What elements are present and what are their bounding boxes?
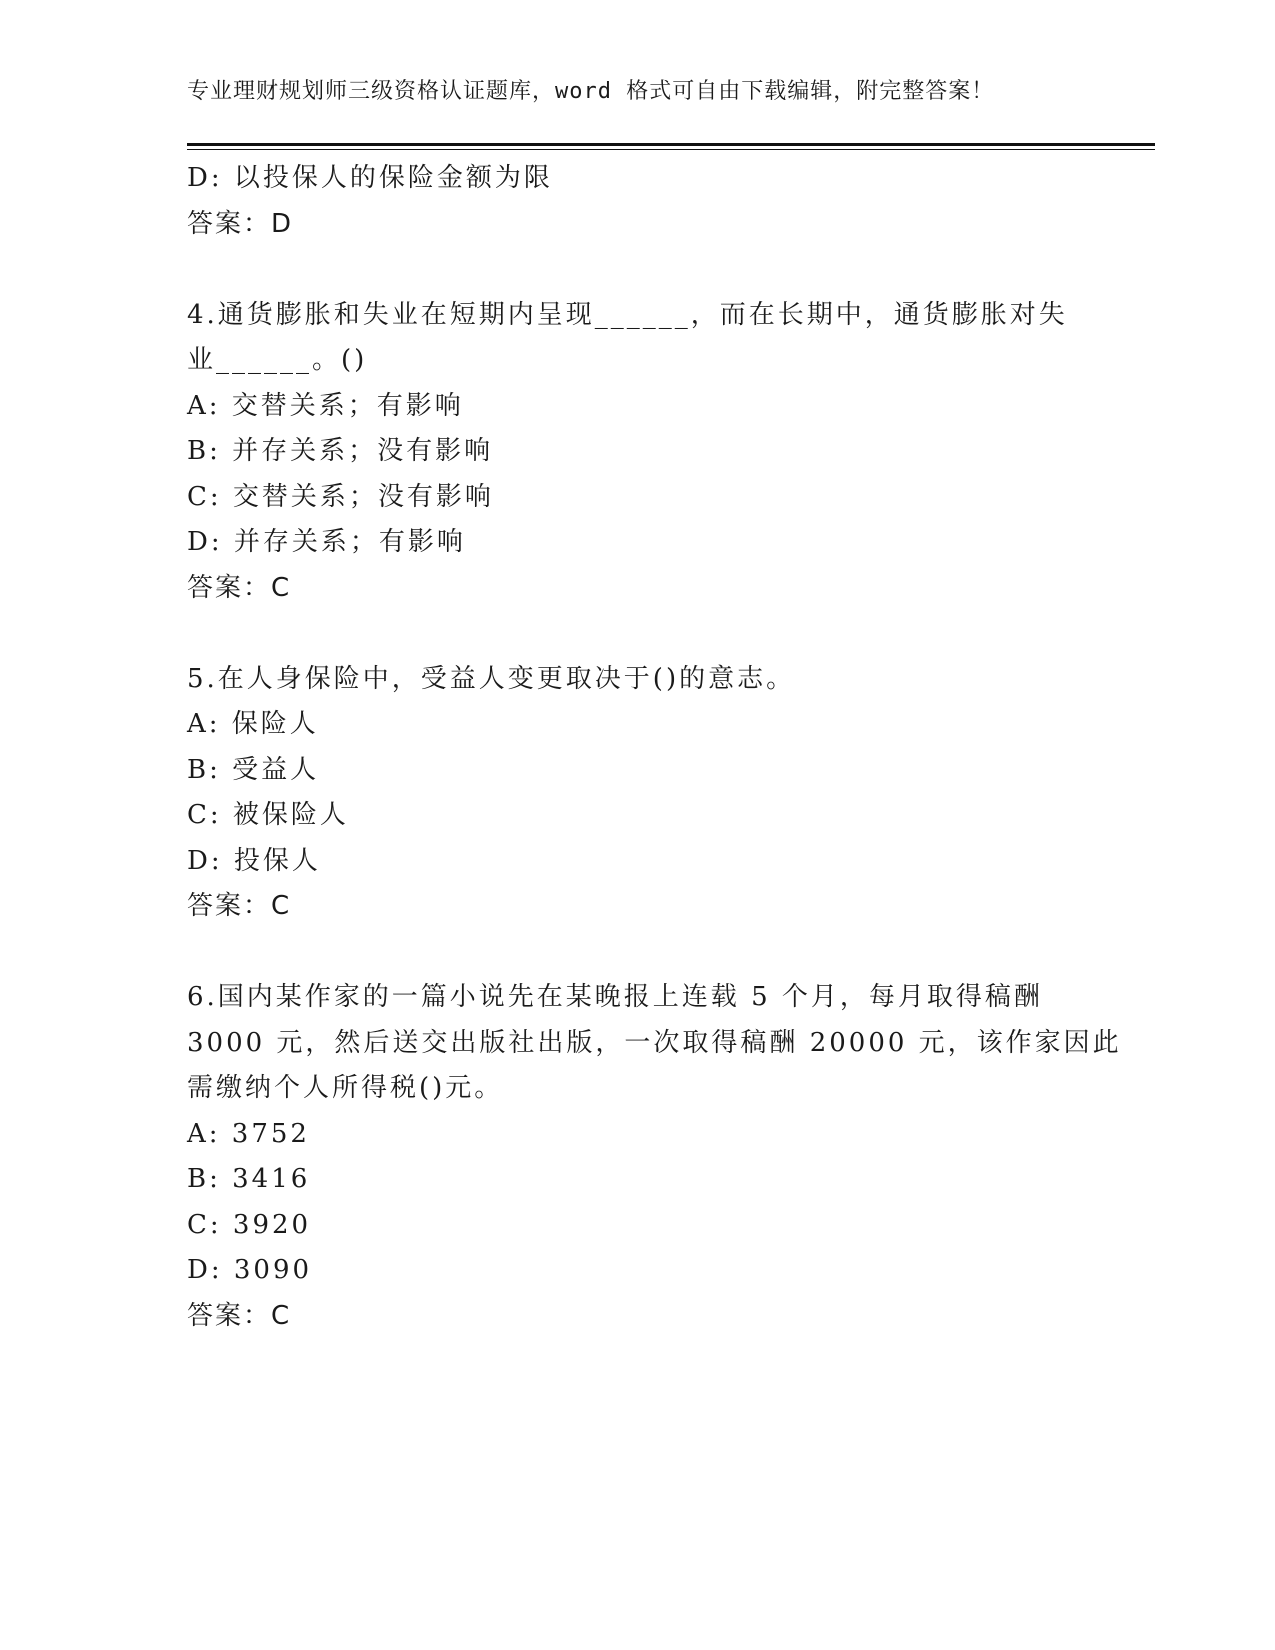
prev-answer: 答案：D: [187, 208, 294, 239]
spacer: [187, 247, 1087, 293]
header-rule-thin: [187, 149, 1155, 150]
prev-option-d: D: 以投保人的保险金额为限: [187, 163, 553, 193]
q6-option-b: B: 3416: [187, 1164, 311, 1194]
document-header: 专业理财规划师三级资格认证题库，word 格式可自由下载编辑，附完整答案！: [187, 79, 995, 104]
q4-option-d: D: 并存关系；有影响: [187, 527, 466, 557]
q6-answer: 答案：C: [187, 1300, 292, 1331]
q5-option-b: B: 受益人: [187, 754, 320, 785]
q6-option-a: A: 3752: [187, 1118, 310, 1149]
header-rule-thick: [187, 143, 1155, 146]
q5-stem-line1: 5.在人身保险中，受益人变更取决于()的意志。: [187, 663, 796, 694]
q4-option-a: A: 交替关系；有影响: [187, 390, 464, 421]
q6-option-c: C: 3920: [187, 1209, 312, 1240]
q5-answer: 答案：C: [187, 891, 292, 921]
q6-option-d: D: 3090: [187, 1255, 313, 1285]
document-body: [187, 156, 1122, 1339]
spacer: [187, 930, 1087, 976]
q4-stem-line1: 4.通货膨胀和失业在短期内呈现______，而在长期中，通货膨胀对失: [187, 299, 1068, 330]
q4-stem-line2: 业______。(): [187, 345, 368, 375]
q5-option-a: A: 保险人: [187, 709, 319, 739]
spacer: [187, 611, 1087, 657]
q6-stem-line2: 3000 元，然后送交出版社出版，一次取得稿酬 20000 元，该作家因此: [187, 1027, 1122, 1058]
q5-option-d: D: 投保人: [187, 845, 321, 876]
q4-answer: 答案：C: [187, 572, 292, 603]
q5-option-c: C: 被保险人: [187, 800, 349, 830]
q6-stem-line1: 6.国内某作家的一篇小说先在某晚报上连载 5 个月，每月取得稿酬: [187, 982, 1043, 1012]
q6-stem-line3: 需缴纳个人所得税()元。: [187, 1073, 504, 1103]
q4-option-c: C: 交替关系；没有影响: [187, 481, 494, 512]
q4-option-b: B: 并存关系；没有影响: [187, 436, 494, 466]
